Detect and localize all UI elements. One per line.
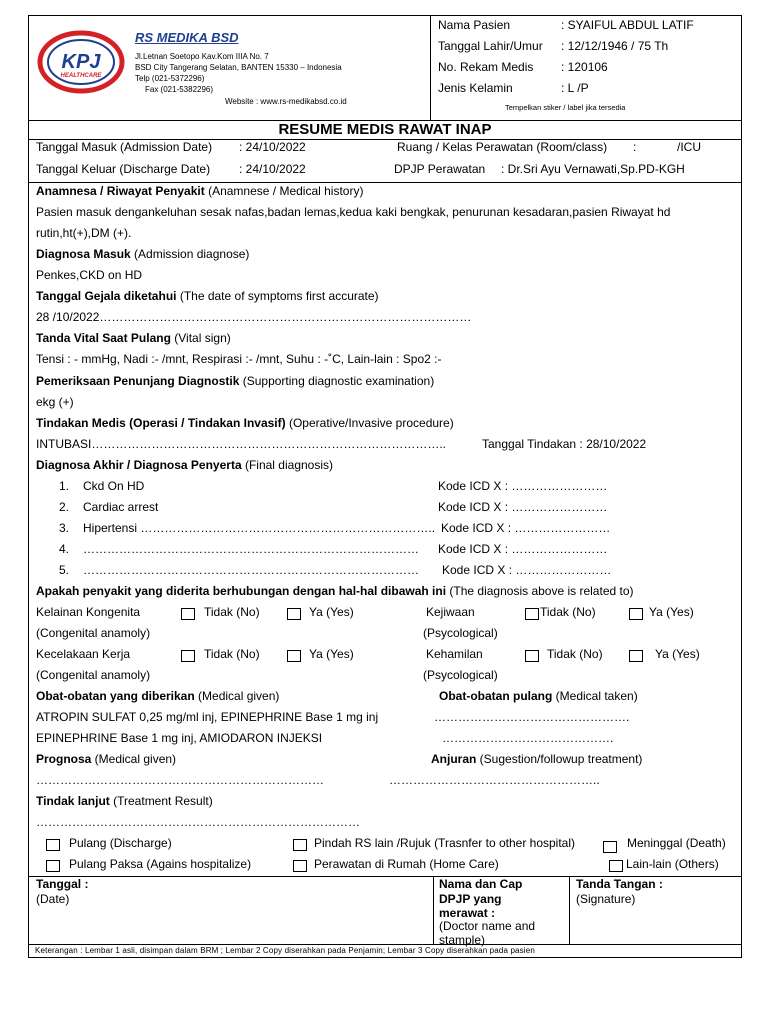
doctor-name-label-3: merawat : (439, 906, 496, 920)
admission-diagnose-value: Penkes,CKD on HD (36, 268, 143, 282)
diagnosis-icd: Kode ICD X : …………………… (442, 563, 612, 577)
prognosis-heading: Prognosa (Medical given) (36, 752, 177, 766)
final-diagnosis-heading: Diagnosa Akhir / Diagnosa Penyerta (Final diagnosis) (36, 458, 333, 472)
date-label: Tanggal : (36, 877, 89, 891)
forced-discharge-label: Pulang Paksa (Agains hospitalize) (69, 857, 252, 871)
signature-divider (569, 876, 570, 944)
treatment-result-heading: Tindak lanjut (Treatment Result) (36, 794, 213, 808)
diagnosis-text: ………………………………………………………………………… (83, 542, 419, 556)
related-heading: Apakah penyakit yang diderita berhubungan dengan hal-hal dibawah ini (The diagnosis above is related to) (36, 584, 634, 598)
procedure-heading: Tindakan Medis (Operasi / Tindakan Invasif) (Operative/Invasive procedure) (36, 416, 454, 430)
hospital-address-2: BSD City Tangerang Selatan, BANTEN 15330 – Indonesia (135, 63, 342, 72)
work-accident-yes-checkbox[interactable] (287, 650, 301, 662)
signature-label: Tanda Tangan : (576, 877, 663, 891)
pregnancy-label: Kehamilan (426, 647, 483, 661)
diagnosis-number: 4. (59, 542, 70, 556)
patient-name-label: Nama Pasien (438, 18, 511, 32)
discharge-date-label: Tanggal Keluar (Discharge Date) (36, 162, 211, 176)
work-accident-no-label: Tidak (No) (204, 647, 260, 661)
transfer-label: Pindah RS lain /Rujuk (Trasnfer to other hospital) (314, 836, 576, 850)
patient-sex-value: : L /P (561, 81, 589, 95)
patient-name-value: : SYAIFUL ABDUL LATIF (561, 18, 694, 32)
work-accident-no-checkbox[interactable] (181, 650, 195, 662)
patient-dob-label: Tanggal Lahir/Umur (438, 39, 543, 53)
hospital-fax: Fax (021-5382296) (145, 85, 214, 94)
patient-mrn-label: No. Rekam Medis (438, 60, 534, 74)
medical-taken-heading: Obat-obatan pulang (Medical taken) (439, 689, 638, 703)
admission-date-value: : 24/10/2022 (239, 140, 306, 154)
pregnancy-yes-label: Ya (Yes) (655, 647, 700, 661)
supporting-exam-value: ekg (+) (36, 395, 74, 409)
discharge-label: Pulang (Discharge) (69, 836, 172, 850)
pregnancy-no-label: Tidak (No) (547, 647, 603, 661)
divider (29, 944, 741, 945)
form-title: RESUME MEDIS RAWAT INAP (278, 121, 492, 138)
diagnosis-number: 1. (59, 479, 70, 493)
symptom-date-heading: Tanggal Gejala diketahui (The date of symptoms first accurate) (36, 289, 379, 303)
doctor-name-en-2: stample) (439, 933, 486, 947)
psychological-label: Kejiwaan (426, 605, 475, 619)
pregnancy-en: (Psycological) (423, 668, 498, 682)
congenital-yes-checkbox[interactable] (287, 608, 301, 620)
followup-value: …………………………………………….. (389, 773, 600, 787)
forced-discharge-checkbox[interactable] (46, 860, 60, 872)
others-label: Lain-lain (Others) (626, 857, 719, 871)
doctor-name-label-2: DPJP yang (439, 892, 502, 906)
congenital-yes-label: Ya (Yes) (309, 605, 354, 619)
psychological-en: (Psycological) (423, 626, 498, 640)
pregnancy-yes-checkbox[interactable] (629, 650, 643, 662)
kpj-logo-icon (37, 30, 125, 94)
diagnosis-number: 2. (59, 500, 70, 514)
patient-mrn-value: : 120106 (561, 60, 608, 74)
medical-taken-line-1: …………………………………………. (434, 710, 630, 724)
pregnancy-no-checkbox[interactable] (525, 650, 539, 662)
logo-text: KPJ (61, 51, 101, 73)
doctor-name-label-1: Nama dan Cap (439, 877, 523, 891)
room-class-label: Ruang / Kelas Perawatan (Room/class) (397, 140, 608, 154)
diagnosis-icd: Kode ICD X : …………………… (438, 479, 608, 493)
doctor-name-en-1: (Doctor name and (439, 919, 536, 933)
diagnosis-text: Ckd On HD (83, 479, 145, 493)
diagnosis-number: 5. (59, 563, 70, 577)
treatment-result-value: ……………………………………………………………………… (36, 815, 360, 829)
diagnosis-icd: Kode ICD X : …………………… (438, 500, 608, 514)
date-label-en: (Date) (36, 892, 70, 906)
procedure-value: INTUBASI…………………………………………………………………………….. (36, 437, 447, 451)
congenital-en: (Congenital anamoly) (36, 626, 151, 640)
discharge-checkbox[interactable] (46, 839, 60, 851)
medical-given-heading: Obat-obatan yang diberikan (Medical given) (36, 689, 280, 703)
dpjp-value: : Dr.Sri Ayu Vernawati,Sp.PD-KGH (501, 162, 685, 176)
others-checkbox[interactable] (609, 860, 623, 872)
psychological-no-label: Tidak (No) (540, 605, 596, 619)
transfer-checkbox[interactable] (293, 839, 307, 851)
patient-dob-value: : 12/12/1946 / 75 Th (561, 39, 669, 53)
psychological-yes-checkbox[interactable] (629, 608, 643, 620)
logo-sub-text: HEALTHCARE (60, 73, 102, 79)
patient-box-divider (430, 16, 431, 120)
divider (29, 182, 741, 183)
hospital-address-1: Jl.Letnan Soetopo Kav.Kom IIIA No. 7 (135, 52, 269, 61)
footer-note: Keterangan : Lembar 1 asli, disimpan dalam BRM ; Lembar 2 Copy diserahkan pada Penjamin; Lembar 3 Copy diserahkan pada pasien (35, 946, 535, 955)
procedure-date: Tanggal Tindakan : 28/10/2022 (482, 437, 647, 451)
room-class-value: /ICU (677, 140, 701, 154)
diagnosis-icd: Kode ICD X : …………………… (438, 542, 608, 556)
diagnosis-text: Cardiac arrest (83, 500, 159, 514)
vital-sign-value: Tensi : - mmHg, Nadi :- /mnt, Respirasi :- /mnt, Suhu : -˚C, Lain-lain : Spo2 :- (36, 352, 442, 366)
medical-given-line-2: EPINEPHRINE Base 1 mg inj, AMIODARON INJEKSI (36, 731, 323, 745)
home-care-checkbox[interactable] (293, 860, 307, 872)
medical-resume-form (28, 15, 742, 958)
home-care-label: Perawatan di Rumah (Home Care) (314, 857, 499, 871)
diagnosis-number: 3. (59, 521, 70, 535)
medical-taken-line-2: ……………………………………. (442, 731, 614, 745)
diagnosis-text: ………………………………………………………………………… (83, 563, 419, 577)
dpjp-label: DPJP Perawatan (394, 162, 486, 176)
psychological-yes-label: Ya (Yes) (649, 605, 694, 619)
followup-heading: Anjuran (Sugestion/followup treatment) (431, 752, 643, 766)
anamnesa-heading: Anamnesa / Riwayat Penyakit (Anamnese / Medical history) (36, 184, 364, 198)
death-checkbox[interactable] (603, 841, 617, 853)
symptom-date-value: 28 /10/2022………………………………………………………………………………… (36, 310, 472, 324)
room-class-colon: : (633, 140, 637, 154)
psychological-no-checkbox[interactable] (525, 608, 539, 620)
anamnesa-text-1: Pasien masuk dengankeluhan sesak nafas,badan lemas,kedua kaki bengkak, penurunan kesadaran,pasien Riwayat hd (36, 205, 671, 219)
work-accident-en: (Congenital anamoly) (36, 668, 151, 682)
diagnosis-text: Hipertensi ……………………………………………………………….. (83, 521, 436, 535)
death-label: Meninggal (Death) (627, 836, 726, 850)
vital-sign-heading: Tanda Vital Saat Pulang (Vital sign) (36, 331, 231, 345)
hospital-telp: Telp (021-5372296) (135, 74, 205, 83)
signature-label-en: (Signature) (576, 892, 636, 906)
medical-given-line-1: ATROPIN SULFAT 0,25 mg/ml inj, EPINEPHRINE Base 1 mg inj (36, 710, 379, 724)
sticker-note: Tempelkan stiker / label jika tersedia (505, 103, 626, 112)
hospital-website: Website : www.rs-medikabsd.co.id (225, 97, 347, 106)
congenital-no-label: Tidak (No) (204, 605, 260, 619)
congenital-label: Kelainan Kongenita (36, 605, 141, 619)
work-accident-label: Kecelakaan Kerja (36, 647, 131, 661)
supporting-exam-heading: Pemeriksaan Penunjang Diagnostik (Supporting diagnostic examination) (36, 374, 435, 388)
patient-sex-label: Jenis Kelamin (438, 81, 513, 95)
admission-date-label: Tanggal Masuk (Admission Date) (36, 140, 213, 154)
prognosis-value: ……………………………………………………………… (36, 773, 324, 787)
hospital-name: RS MEDIKA BSD (135, 30, 239, 45)
congenital-no-checkbox[interactable] (181, 608, 195, 620)
admission-diagnose-heading: Diagnosa Masuk (Admission diagnose) (36, 247, 250, 261)
work-accident-yes-label: Ya (Yes) (309, 647, 354, 661)
diagnosis-icd: Kode ICD X : …………………… (441, 521, 611, 535)
anamnesa-text-2: rutin,ht(+),DM (+). (36, 226, 132, 240)
signature-divider (433, 876, 434, 944)
discharge-date-value: : 24/10/2022 (239, 162, 306, 176)
